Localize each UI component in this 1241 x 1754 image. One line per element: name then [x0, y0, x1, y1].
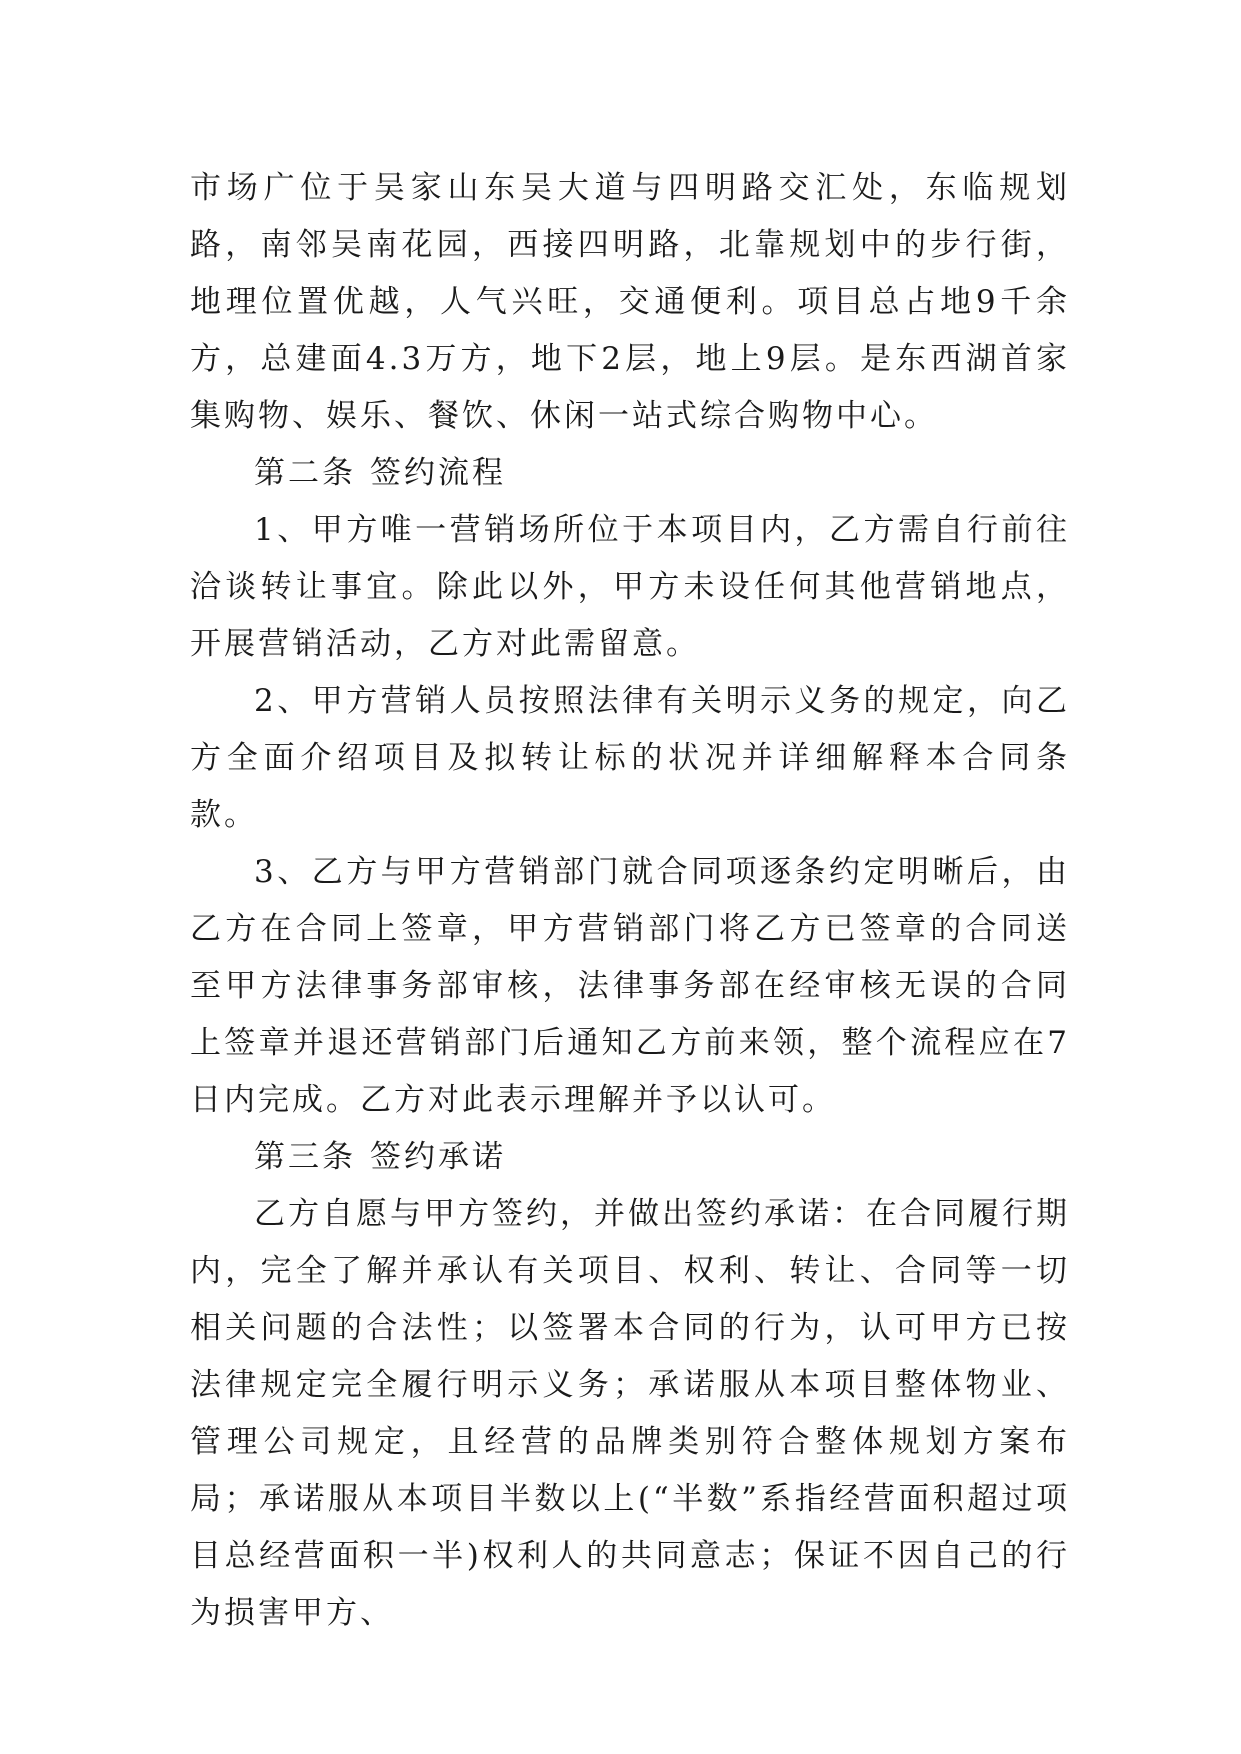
paragraph-clause-1: 1、甲方唯一营销场所位于本项目内，乙方需自行前往洽谈转让事宜。除此以外，甲方未设任何其他营销地点，开展营销活动，乙方对此需留意。 [190, 512, 1070, 662]
paragraph-clause-2: 2、甲方营销人员按照法律有关明示义务的规定，向乙方全面介绍项目及拟转让标的状况并详细解释本合同条款。 [190, 683, 1070, 833]
section-heading-signing-commitment [190, 1129, 1070, 1186]
section-heading-signing-process [190, 445, 1070, 502]
document-body [190, 160, 1070, 1642]
section-number: 第三条 [254, 1139, 356, 1175]
section-title: 签约流程 [370, 455, 506, 491]
section-number: 第二条 [254, 455, 356, 491]
paragraph-commitment: 乙方自愿与甲方签约，并做出签约承诺：在合同履行期内，完全了解并承认有关项目、权利、转让、合同等一切相关问题的合法性；以签署本合同的行为，认可甲方已按法律规定完全履行明示义务；承诺服从本项目整体物业、管理公司规定，且经营的品牌类别符合整体规划方案布局；承诺服从本项目半数以上(“半数”系指经营面积超过项目总经营面积一半)权利人的共同意志；保证不因自己的行为损害甲方、 [190, 1196, 1070, 1631]
section-title: 签约承诺 [370, 1139, 506, 1175]
paragraph-project-location: 市场广位于吴家山东吴大道与四明路交汇处，东临规划路，南邻吴南花园，西接四明路，北靠规划中的步行街，地理位置优越，人气兴旺，交通便利。项目总占地9千余方，总建面4.3万方，地下2层，地上9层。是东西湖首家集购物、娱乐、餐饮、休闲一站式综合购物中心。 [190, 170, 1070, 434]
paragraph-clause-3: 3、乙方与甲方营销部门就合同项逐条约定明晰后，由乙方在合同上签章，甲方营销部门将乙方已签章的合同送至甲方法律事务部审核，法律事务部在经审核无误的合同上签章并退还营销部门后通知乙方前来领，整个流程应在7日内完成。乙方对此表示理解并予以认可。 [190, 854, 1070, 1118]
